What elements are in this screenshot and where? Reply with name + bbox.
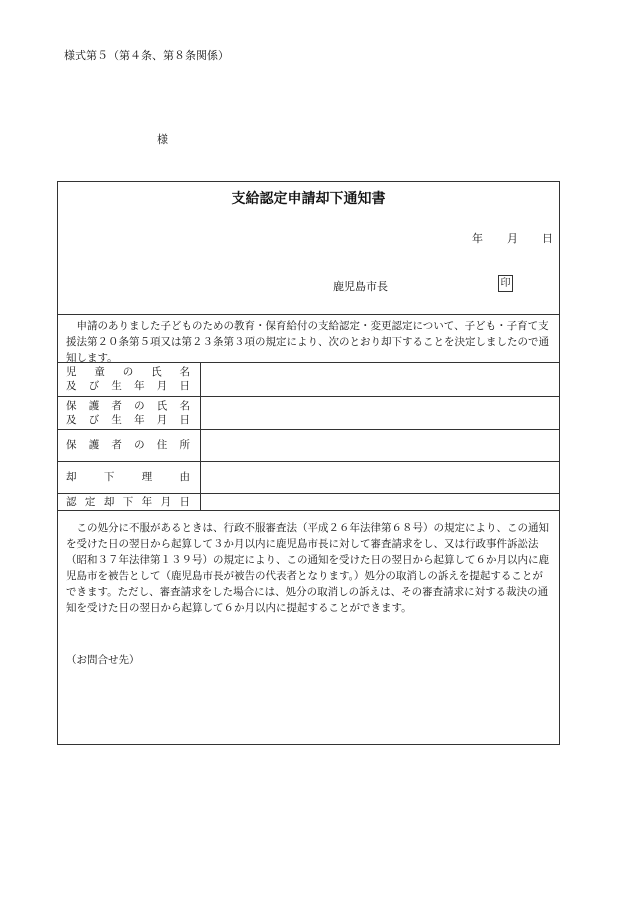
details-table xyxy=(58,363,559,511)
guardian-name-birthdate-label: 保 護 者 の 氏 名 及 び 生 年 月 日 xyxy=(58,396,201,429)
rejection-date-label: 認 定 却 下 年 月 日 xyxy=(58,493,201,510)
issuer-name: 鹿児島市長 xyxy=(333,280,388,293)
guardian-name-birthdate-field[interactable] xyxy=(201,396,560,429)
rejection-reason-label: 却 下 理 由 xyxy=(58,461,201,493)
date-month-label: 月 xyxy=(507,232,518,245)
seal-mark: 印 xyxy=(498,275,513,292)
form-reference: 様式第５（第４条、第８条関係） xyxy=(64,49,229,62)
appeal-notice-text: この処分に不服があるときは、行政不服審査法（平成２６年法律第６８号）の規定により、この通知を受けた日の翌日から起算して３か月以内に鹿児島市長に対して審査請求をし、又は行政事件訴訟法（昭和３７年法律第１３９号）の規定により、この通知を受けた日の翌日から起算して６か月以内に鹿児島市を被告として（鹿児島市長が被告の代表者となります。）処分の取消しの訴えを提起することができます。ただし、審査請求をした場合には、処分の取消しの訴えは、その審査請求に対する裁決の通知を受けた日の翌日から起算して６か月以内に提起することができます。 xyxy=(66,521,549,614)
notice-header xyxy=(58,182,559,315)
date-year-label: 年 xyxy=(472,232,483,245)
table-row xyxy=(58,396,559,429)
notice-box xyxy=(57,181,560,745)
rejection-reason-field[interactable] xyxy=(201,461,560,493)
rejection-date-field[interactable] xyxy=(201,493,560,510)
child-name-birthdate-field[interactable] xyxy=(201,363,560,396)
intro-paragraph xyxy=(58,315,559,363)
guardian-address-field[interactable] xyxy=(201,429,560,461)
intro-text: 申請のありました子どものための教育・保育給付の支給認定・変更認定について、子ども・子育て支援法第２０条第５項又は第２３条第３項の規定により、次のとおり却下することを決定しましたので通知します。 xyxy=(66,320,549,364)
child-name-birthdate-label: 児 童 の 氏 名 及 び 生 年 月 日 xyxy=(58,363,201,396)
remarks-section xyxy=(58,511,559,668)
issue-date xyxy=(472,230,553,246)
contact-label: （お問合せ先） xyxy=(66,653,140,666)
guardian-address-label: 保 護 者 の 住 所 xyxy=(58,429,201,461)
table-row xyxy=(58,461,559,493)
document-title: 支給認定申請却下通知書 xyxy=(231,191,386,207)
table-row xyxy=(58,493,559,510)
addressee-honorific: 様 xyxy=(157,133,168,146)
date-day-label: 日 xyxy=(542,232,553,245)
table-row xyxy=(58,363,559,396)
table-row xyxy=(58,429,559,461)
